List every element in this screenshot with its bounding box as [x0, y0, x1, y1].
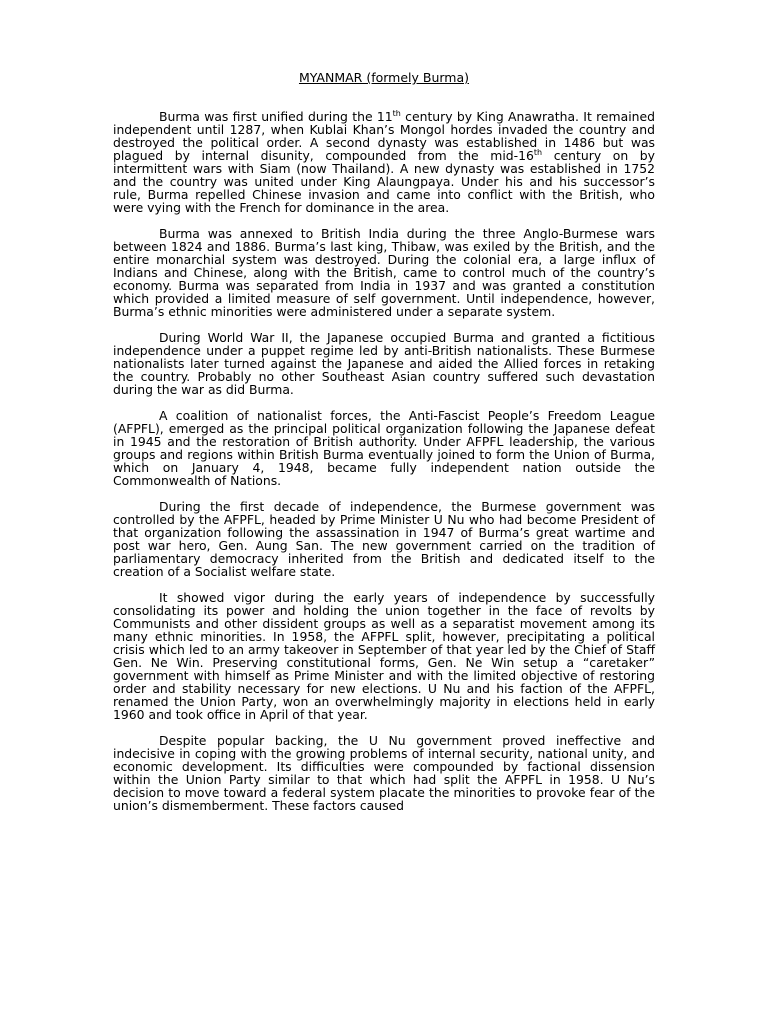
document-body	[113, 110, 655, 812]
paragraph-7: Despite popular backing, the U Nu government proved ineffective and indecisive in coping with the growing problems of internal security, national unity, and economic development. Its difficulties were compounded by factional dissension within the Union Party similar to that which had split the AFPFL in 1958. U Nu’s decision to move toward a federal system placate the minorities to provoke fear of the union’s dismemberment. These factors caused	[113, 733, 655, 813]
paragraph-4: A coalition of nationalist forces, the Anti-Fascist People’s Freedom League (AFPFL), emerged as the principal political organization following the Japanese defeat in 1945 and the restoration of British authority. Under AFPFL leadership, the various groups and regions within British Burma eventually joined to form the Union of Burma, which on January 4, 1948, became fully independent nation outside the Commonwealth of Nations.	[113, 408, 655, 488]
paragraph-6: It showed vigor during the early years of independence by successfully consolidating its power and holding the union together in the face of revolts by Communists and other dissident groups as well as a separatist movement among its many ethnic minorities. In 1958, the AFPFL split, however, precipitating a political crisis which led to an army takeover in September of that year led by the Chief of Staff Gen. Ne Win. Preserving constitutional forms, Gen. Ne Win setup a “caretaker” government with himself as Prime Minister and with the limited objective of restoring order and stability necessary for new elections. U Nu and his faction of the AFPFL, renamed the Union Party, won an overwhelmingly majority in elections held in early 1960 and took office in April of that year.	[113, 590, 655, 722]
paragraph-2: Burma was annexed to British India during the three Anglo-Burmese wars between 1824 and 1886. Burma’s last king, Thibaw, was exiled by the British, and the entire monarchial system was destroyed. During the colonial era, a large influx of Indians and Chinese, along with the British, came to control much of the country’s economy. Burma was separated from India in 1937 and was granted a constitution which provided a limited measure of self government. Until independence, however, Burma’s ethnic minorities were administered under a separate system.	[113, 226, 655, 319]
paragraph-3: During World War II, the Japanese occupied Burma and granted a fictitious independence under a puppet regime led by anti-British nationalists. These Burmese nationalists later turned against the Japanese and aided the Allied forces in retaking the country. Probably no other Southeast Asian country suffered such devastation during the war as did Burma.	[113, 330, 655, 397]
paragraph-1: Burma was first unified during the 11th century by King Anawratha. It remained independent until 1287, when Kublai Khan’s Mongol hordes invaded the country and destroyed the political order. A second dynasty was established in 1486 but was plagued by internal disunity, compounded from the mid-16th century on by intermittent wars with Siam (now Thailand). A new dynasty was established in 1752 and the country was united under King Alaungpaya. Under his and his successor’s rule, Burma repelled Chinese invasion and came into conflict with the British, who were vying with the French for dominance in the area.	[113, 108, 656, 215]
paragraph-5: During the first decade of independence, the Burmese government was controlled by the AFPFL, headed by Prime Minister U Nu who had become President of that organization following the assassination in 1947 of Burma’s great wartime and post war hero, Gen. Aung San. The new government carried on the tradition of parliamentary democracy inherited from the British and dedicated itself to the creation of a Socialist welfare state.	[113, 499, 655, 579]
page-title: MYANMAR (formely Burma)	[298, 70, 470, 85]
